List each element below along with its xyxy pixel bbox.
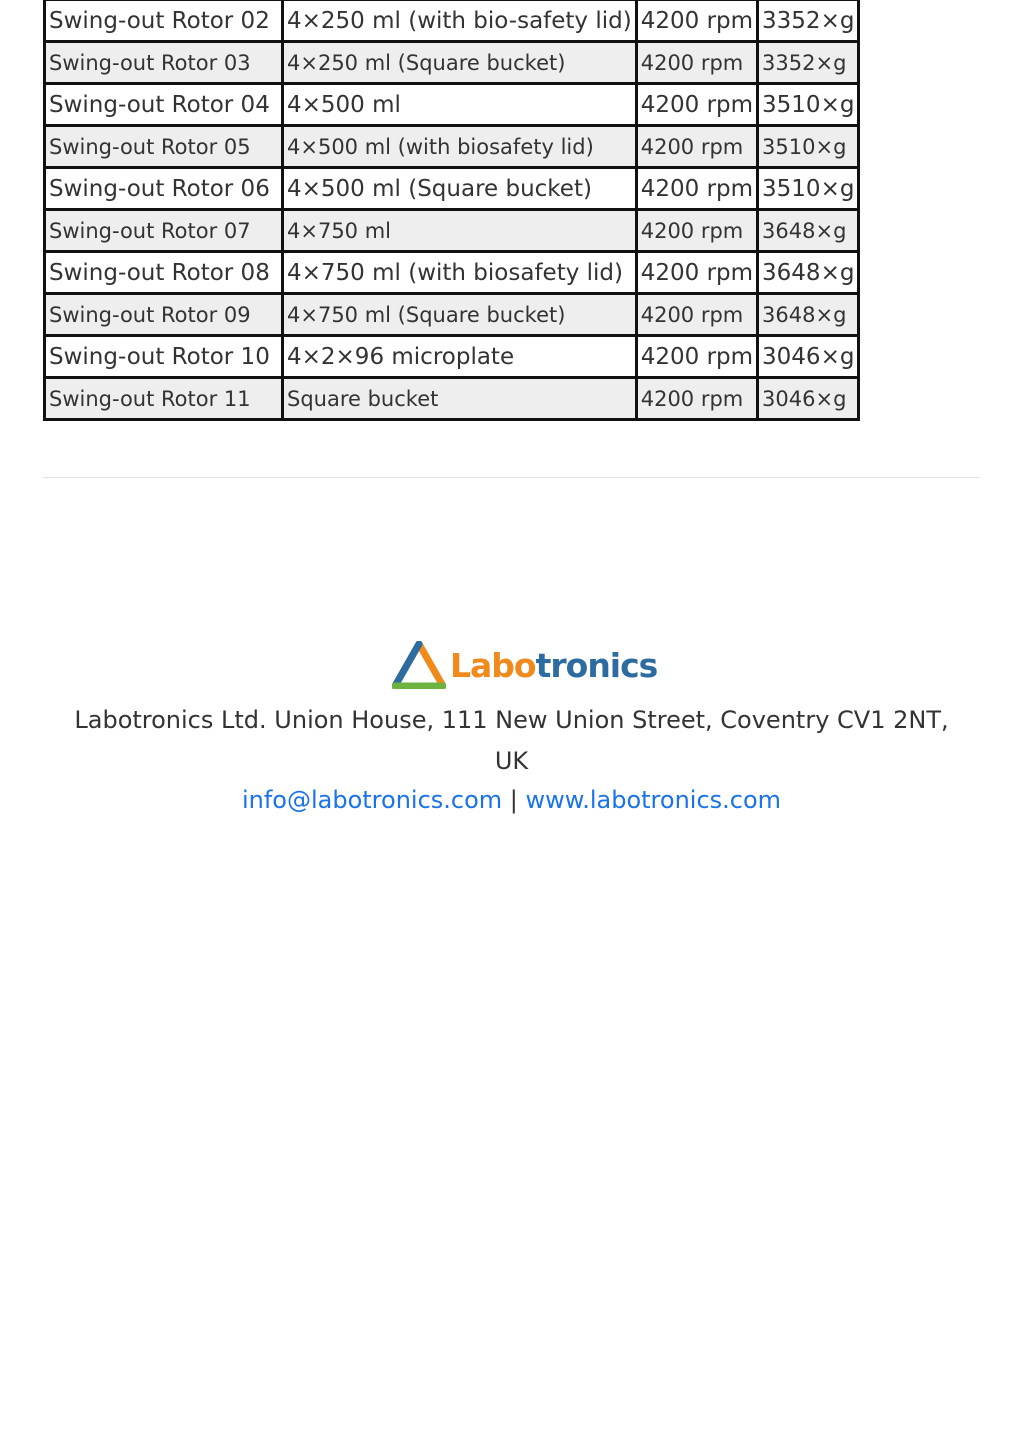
rotor-rcf-cell: 3046×g: [758, 378, 859, 420]
table-row: [45, 252, 859, 294]
triangle-logo-icon: [392, 641, 446, 689]
rotor-capacity-cell: 4×500 ml: [283, 84, 637, 126]
rotor-name-cell: Swing-out Rotor 08: [45, 252, 283, 294]
table-row: [45, 126, 859, 168]
rotor-capacity-cell: 4×500 ml (Square bucket): [283, 168, 637, 210]
rotor-name-cell: Swing-out Rotor 11: [45, 378, 283, 420]
table-row: [45, 168, 859, 210]
website-link[interactable]: www.labotronics.com: [525, 786, 782, 814]
rotor-name-cell: Swing-out Rotor 06: [45, 168, 283, 210]
rotor-rcf-cell: 3046×g: [758, 336, 859, 378]
rotor-rcf-cell: 3510×g: [758, 84, 859, 126]
rotor-capacity-cell: 4×250 ml (Square bucket): [283, 42, 637, 84]
rotor-name-cell: Swing-out Rotor 09: [45, 294, 283, 336]
rotor-speed-cell: 4200 rpm: [636, 0, 757, 42]
rotor-rcf-cell: 3648×g: [758, 210, 859, 252]
rotor-capacity-cell: 4×2×96 microplate: [283, 336, 637, 378]
rotor-rcf-cell: 3352×g: [758, 42, 859, 84]
rotor-capacity-cell: 4×500 ml (with biosafety lid): [283, 126, 637, 168]
labotronics-logo: [392, 640, 657, 690]
rotor-name-cell: Swing-out Rotor 07: [45, 210, 283, 252]
contact-line: [43, 782, 980, 818]
table-row: [45, 0, 859, 42]
rotor-capacity-cell: 4×250 ml (with bio-safety lid): [283, 0, 637, 42]
rotor-spec-table: [43, 0, 860, 421]
rotor-capacity-cell: Square bucket: [283, 378, 637, 420]
table-row: [45, 42, 859, 84]
rotor-speed-cell: 4200 rpm: [636, 336, 757, 378]
table-row: [45, 378, 859, 420]
rotor-name-cell: Swing-out Rotor 05: [45, 126, 283, 168]
logo-word-tronics: tronics: [535, 645, 658, 685]
section-divider: [43, 477, 980, 478]
rotor-speed-cell: 4200 rpm: [636, 42, 757, 84]
rotor-speed-cell: 4200 rpm: [636, 210, 757, 252]
rotor-name-cell: Swing-out Rotor 10: [45, 336, 283, 378]
table-row: [45, 336, 859, 378]
rotor-speed-cell: 4200 rpm: [636, 126, 757, 168]
logo-wordmark: [450, 645, 658, 685]
table-row: [45, 210, 859, 252]
rotor-speed-cell: 4200 rpm: [636, 84, 757, 126]
rotor-rcf-cell: 3648×g: [758, 252, 859, 294]
address-line-1: Labotronics Ltd. Union House, 111 New Union Street, Coventry CV1 2NT,: [74, 706, 949, 734]
table-row: [45, 84, 859, 126]
rotor-speed-cell: 4200 rpm: [636, 294, 757, 336]
rotor-capacity-cell: 4×750 ml (Square bucket): [283, 294, 637, 336]
rotor-name-cell: Swing-out Rotor 02: [45, 0, 283, 42]
rotor-rcf-cell: 3510×g: [758, 168, 859, 210]
address-line-2: UK: [494, 747, 529, 775]
rotor-rcf-cell: 3352×g: [758, 0, 859, 42]
company-address: [43, 700, 980, 782]
rotor-name-cell: Swing-out Rotor 03: [45, 42, 283, 84]
table-row: [45, 294, 859, 336]
rotor-name-cell: Swing-out Rotor 04: [45, 84, 283, 126]
rotor-capacity-cell: 4×750 ml (with biosafety lid): [283, 252, 637, 294]
rotor-speed-cell: 4200 rpm: [636, 252, 757, 294]
logo-word-labo: Labo: [450, 645, 536, 685]
rotor-rcf-cell: 3648×g: [758, 294, 859, 336]
rotor-speed-cell: 4200 rpm: [636, 378, 757, 420]
rotor-capacity-cell: 4×750 ml: [283, 210, 637, 252]
rotor-rcf-cell: 3510×g: [758, 126, 859, 168]
rotor-speed-cell: 4200 rpm: [636, 168, 757, 210]
email-link[interactable]: info@labotronics.com: [241, 786, 503, 814]
contact-separator: |: [509, 786, 518, 814]
